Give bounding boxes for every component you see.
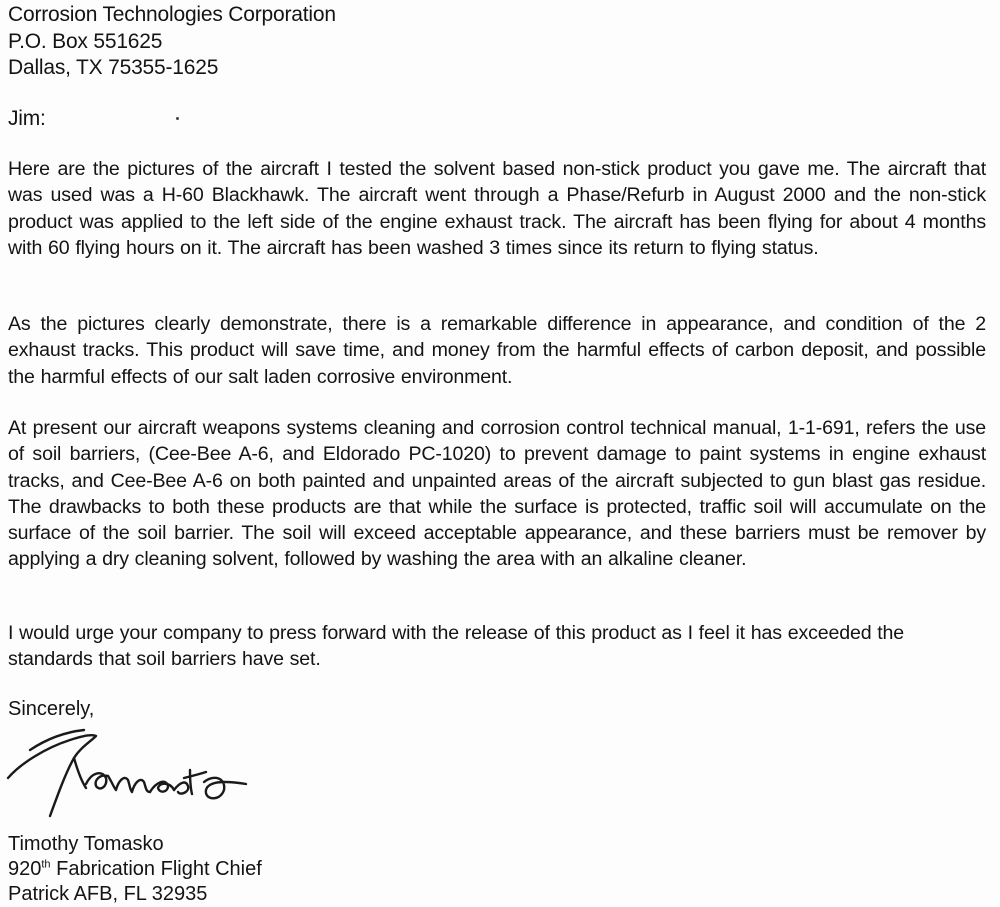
salutation: Jim: (8, 107, 46, 130)
sender-po-box: P.O. Box 551625 (8, 30, 163, 53)
signer-title (8, 857, 262, 882)
paragraph-3: At present our aircraft weapons systems cleaning and corrosion control technical manual, 1-1-691, refers the use of soil barriers, (Cee-Bee A-6, and Eldorado PC-1020) to prevent damage to paint systems in engine exhaust tracks, and Cee-Bee A-6 on both painted and unpainted areas of the aircraft subjected to gun blast gas residue. The drawbacks to both these products are that while the surface is protected, traffic soil will accumulate on the surface of the soil barrier. The soil will exceed acceptable appearance, and these barriers must be remover by applying a dry cleaning solvent, followed by washing the area with an alkaline cleaner. (8, 417, 986, 571)
paragraph-2: As the pictures clearly demonstrate, there is a remarkable difference in appearance, and condition of the 2 exhaust tracks. This product will save time, and money from the harmful effects of carbon deposit, and possible the harmful effects of our salt laden corrosive environment. (8, 313, 986, 388)
signer-location: Patrick AFB, FL 32935 (8, 883, 208, 905)
closing: Sincerely, (8, 698, 95, 720)
sender-company: Corrosion Technologies Corporation (8, 3, 336, 26)
scan-speck (176, 117, 179, 120)
paragraph-4: I would urge your company to press forward with the release of this product as I feel it has exceeded the standards that soil barriers have set. (8, 622, 905, 671)
signature-image (0, 712, 270, 822)
sender-city-state-zip: Dallas, TX 75355-1625 (8, 56, 219, 79)
signer-title-number: 920 (8, 858, 42, 880)
signer-name: Timothy Tomasko (8, 833, 164, 855)
signer-title-text: Fabrication Flight Chief (50, 858, 262, 880)
paragraph-1: Here are the pictures of the aircraft I tested the solvent based non-stick product you gave me. The aircraft that was used was a H-60 Blackhawk. The aircraft went through a Phase/Refurb in August 2000 and the non-stick product was applied to the left side of the engine exhaust track. The aircraft has been flying for about 4 months with 60 flying hours on it. The aircraft has been washed 3 times since its return to flying status. (8, 158, 986, 259)
signer-title-suffix: th (41, 858, 51, 871)
